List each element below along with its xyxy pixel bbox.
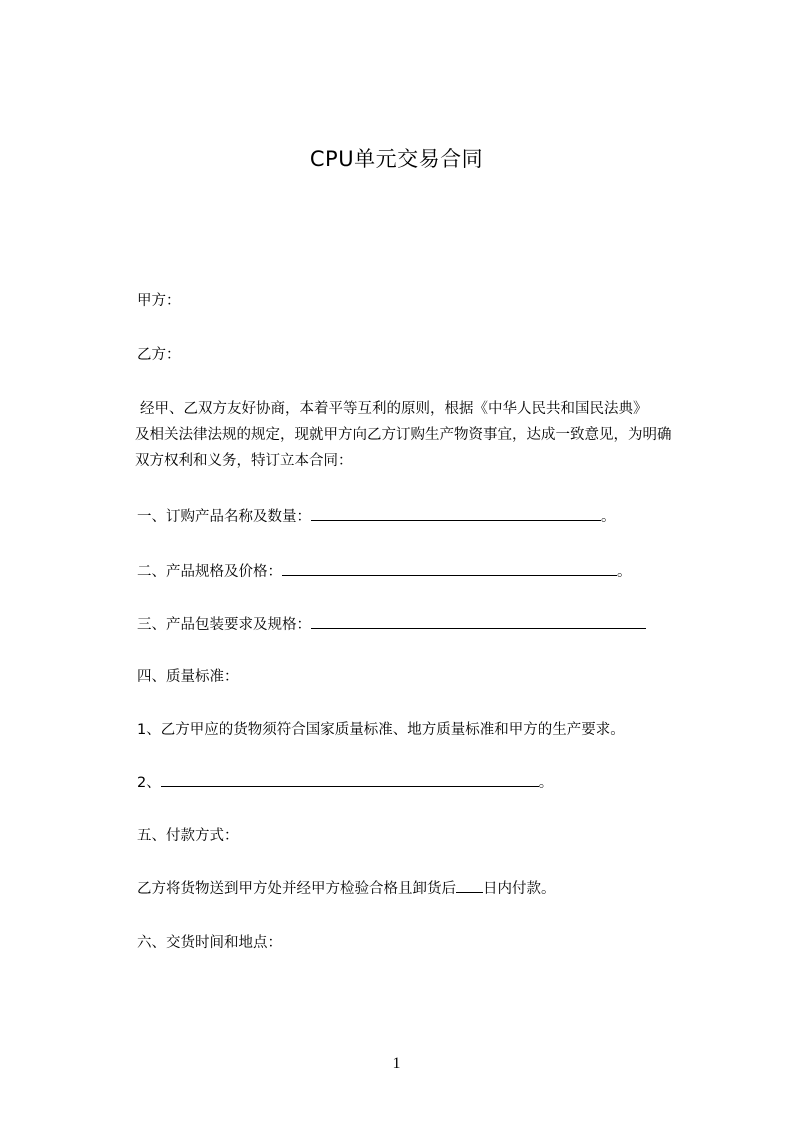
section-2-end: 。 [617,564,632,580]
section-3-blank [311,614,646,629]
payment-days-blank [456,878,483,893]
quality-item-2-end: 。 [538,775,554,791]
quality-item-2-label: 2、 [137,775,161,791]
section-1 [137,506,616,528]
page-number: 1 [392,1055,401,1072]
payment-text-after: 日内付款。 [483,881,556,897]
intro-line-1: 经甲、乙双方友好协商，本着平等互利的原则，根据《中华人民共和国民法典》 [140,401,648,417]
intro-line-3: 双方权利和义务，特订立本合同： [135,453,353,469]
intro-line-2: 及相关法律法规的规定，现就甲方向乙方订购生产物资事宜，达成一致意见，为明确 [135,427,672,443]
quality-item-1: 1、乙方甲应的货物须符合国家质量标准、地方质量标准和甲方的生产要求。 [137,722,625,738]
section-2 [137,561,632,583]
quality-item-2-blank [161,772,539,787]
payment-terms [137,878,556,900]
section-6-label: 六、交货时间和地点： [137,935,282,951]
section-4-label: 四、质量标准： [137,669,239,685]
section-2-blank [282,561,617,576]
section-2-label: 二、产品规格及价格： [137,564,282,580]
section-3 [137,614,646,636]
party-a-label: 甲方： [137,293,181,309]
document-title: CPU单元交易合同 [309,147,484,171]
section-1-end: 。 [601,509,616,525]
payment-text-before: 乙方将货物送到甲方处并经甲方检验合格且卸货后 [137,881,456,897]
party-b-label: 乙方： [137,347,181,363]
section-1-label: 一、订购产品名称及数量： [137,509,311,525]
quality-item-2 [137,772,553,794]
section-1-blank [311,506,601,521]
section-3-label: 三、产品包装要求及规格： [137,617,311,633]
section-5-label: 五、付款方式： [137,828,239,844]
